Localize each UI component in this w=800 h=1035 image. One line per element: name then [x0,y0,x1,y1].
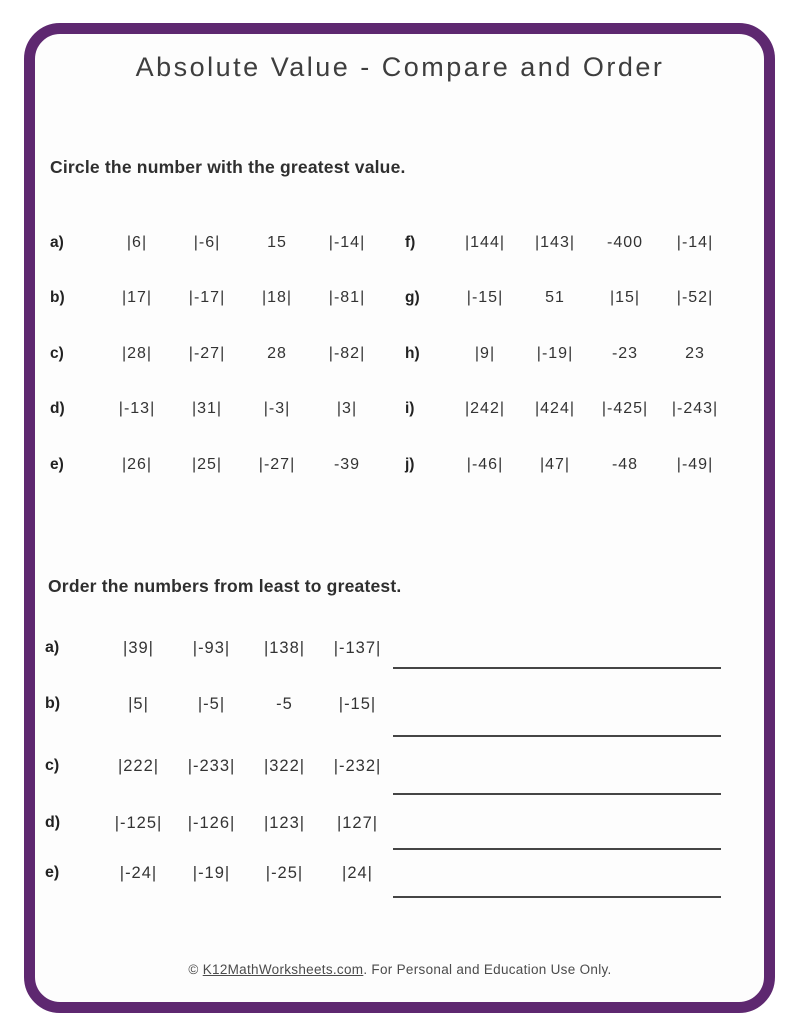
row-label: a) [50,233,64,251]
row-label: c) [50,344,64,362]
answer-line [393,735,721,737]
abs-value-cell: |-15| [338,694,377,713]
abs-value-cell: |17| [121,289,153,307]
abs-value-cell: |-232| [333,756,382,775]
abs-value-cell: |-19| [192,863,231,882]
row-label: j) [405,455,415,473]
abs-value-cell: |-3| [263,400,291,418]
abs-value-cell: |5| [128,694,149,713]
row-label: e) [50,455,64,473]
worksheet-title: Absolute Value - Compare and Order [135,52,665,82]
order-row [45,755,394,777]
abs-value-cell: |-14| [328,233,366,251]
abs-value-cell: |222| [117,756,160,775]
abs-value-cell: -23 [611,344,639,362]
abs-value-cell: |-13| [118,400,156,418]
abs-value-cell: 23 [685,344,705,362]
row-label: d) [45,814,61,831]
abs-value-cell: |9| [474,344,496,362]
abs-value-cell: |127| [336,813,379,832]
abs-value-cell: |424| [534,400,575,418]
abs-value-cell: |-24| [119,863,158,882]
abs-value-cell: |-49| [676,455,714,473]
abs-value-cell: |-25| [265,863,304,882]
abs-value-cell: |242| [464,400,505,418]
abs-value-cell: |-6| [193,233,221,251]
answer-line [393,793,721,795]
order-row [45,812,394,834]
abs-value-cell: |143| [534,233,575,251]
abs-value-cell: |-52| [676,289,714,307]
abs-value-cell: |-137| [333,638,382,657]
abs-value-cell: |-126| [187,813,236,832]
abs-value-cell: |138| [263,638,306,657]
abs-value-cell: |-27| [258,455,296,473]
abs-value-cell: -5 [276,694,293,713]
abs-value-cell: |-5| [197,694,226,713]
abs-value-cell: |-27| [188,344,226,362]
row-label: b) [50,289,65,307]
abs-value-cell: |-425| [601,400,649,418]
answer-line [393,896,721,898]
abs-value-cell: |18| [261,289,293,307]
row-label: i) [405,400,415,418]
abs-value-cell: |-14| [676,233,714,251]
order-row [45,693,394,715]
abs-value-cell: |-19| [536,344,574,362]
abs-value-cell: |15| [609,289,641,307]
abs-value-cell: 51 [545,289,565,307]
answer-line [393,848,721,850]
abs-value-cell: |-233| [187,756,236,775]
footer-copyright [0,962,800,977]
abs-value-cell: -48 [611,455,639,473]
section1-instruction: Circle the number with the greatest value. [50,157,406,177]
abs-value-cell: |39| [123,638,154,657]
row-label: a) [45,639,60,656]
abs-value-cell: |31| [191,400,223,418]
copyright-prefix: © [188,962,203,977]
abs-value-cell: |3| [336,400,358,418]
abs-value-cell: -400 [606,233,644,251]
abs-value-cell: |-125| [114,813,163,832]
order-row [45,862,394,884]
abs-value-cell: |-46| [466,455,504,473]
abs-value-cell: |-15| [466,289,504,307]
abs-value-cell: |-17| [188,289,226,307]
abs-value-cell: |-93| [192,638,231,657]
abs-value-cell: -39 [333,455,361,473]
abs-value-cell: |25| [191,455,223,473]
row-label: e) [45,864,60,881]
abs-value-cell: |-82| [328,344,366,362]
abs-value-cell: |-81| [328,289,366,307]
row-label: d) [50,400,65,418]
abs-value-cell: |123| [263,813,306,832]
section1-right-grid [405,215,730,493]
abs-value-cell: |28| [121,344,153,362]
abs-value-cell: |24| [342,863,373,882]
abs-value-cell: |-243| [671,400,719,418]
abs-value-cell: 15 [267,233,287,251]
abs-value-cell: |47| [539,455,571,473]
abs-value-cell: |144| [464,233,505,251]
answer-line [393,667,721,669]
row-label: c) [45,757,60,774]
copyright-suffix: . For Personal and Education Use Only. [363,962,612,977]
row-label: f) [405,233,416,251]
section1-left-grid [50,215,382,493]
abs-value-cell: |26| [121,455,153,473]
abs-value-cell: |6| [126,233,148,251]
k12mathworksheets-link[interactable]: K12MathWorksheets.com [202,962,364,977]
abs-value-cell: 28 [267,344,287,362]
row-label: h) [405,344,420,362]
row-label: b) [45,695,61,712]
order-row [45,637,394,659]
row-label: g) [405,289,420,307]
abs-value-cell: |322| [263,756,306,775]
section2-instruction: Order the numbers from least to greatest. [48,576,402,596]
